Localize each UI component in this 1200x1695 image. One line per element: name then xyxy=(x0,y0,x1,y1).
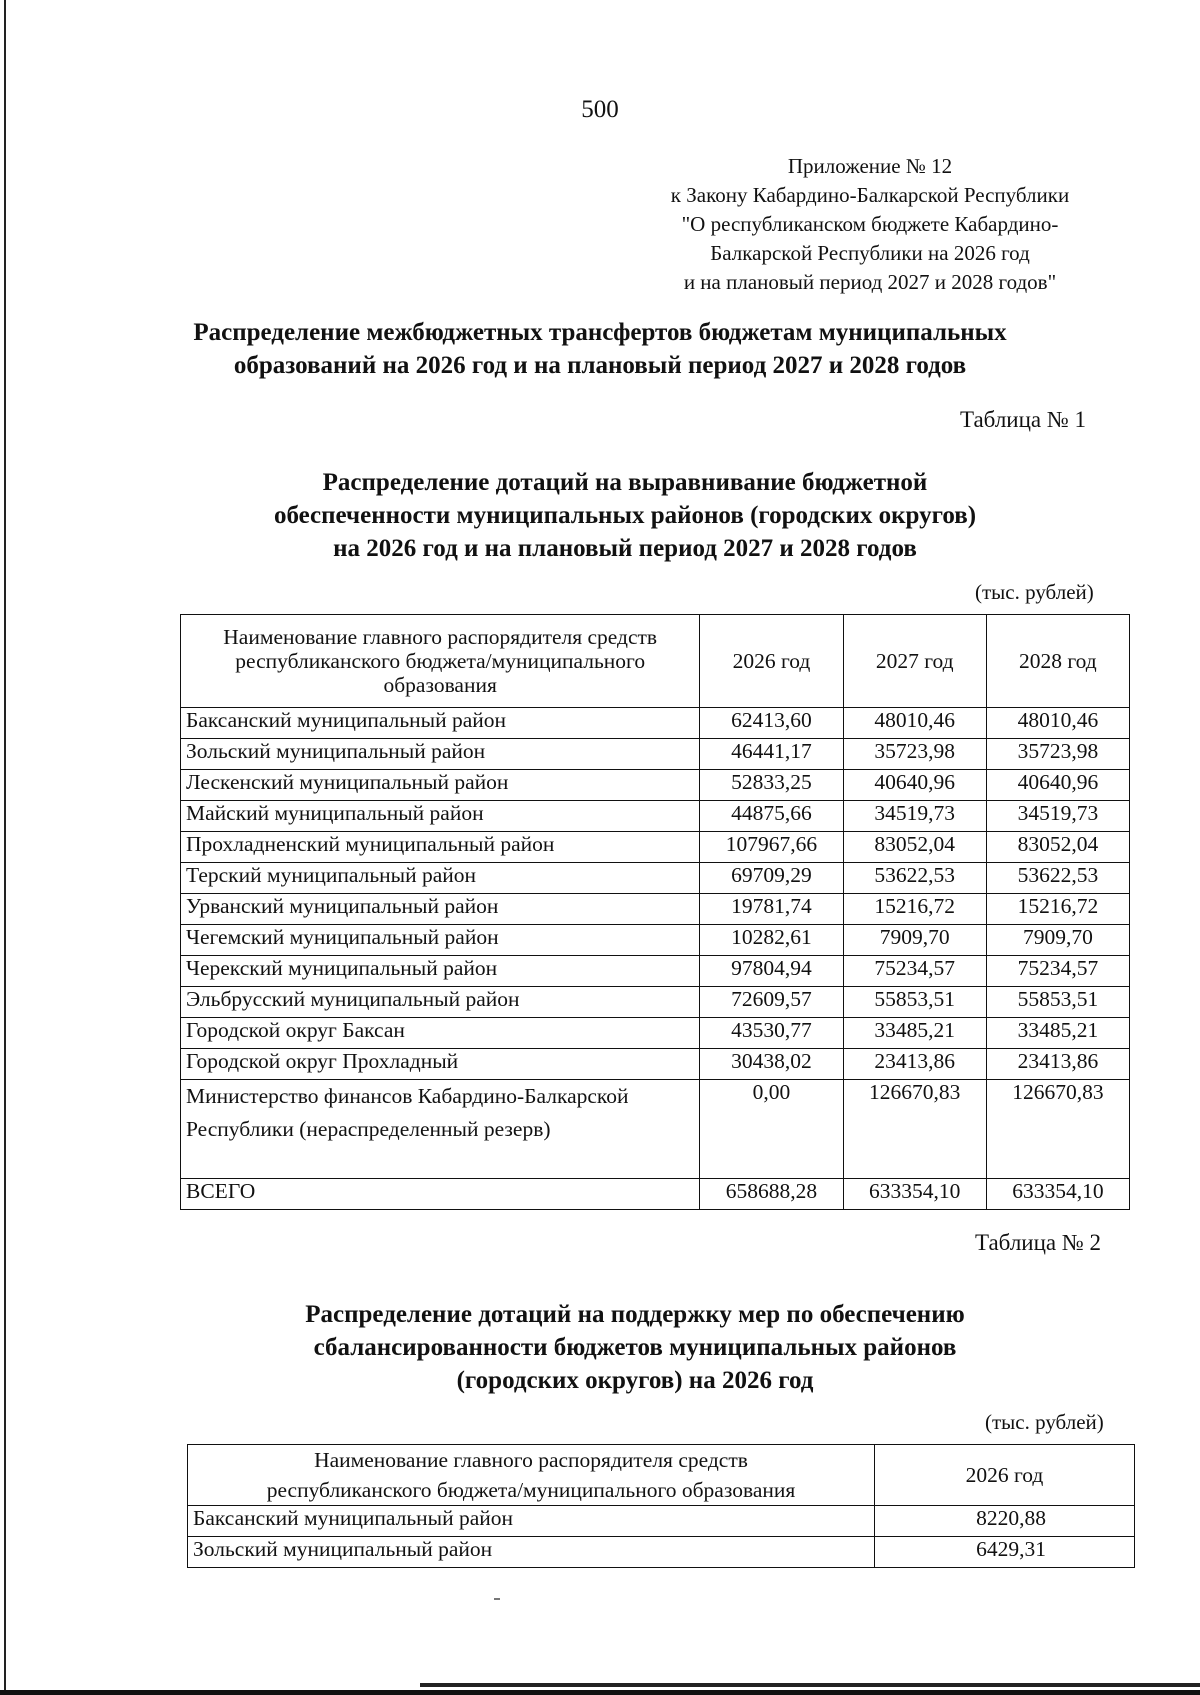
table1-title-line: на 2026 год и на плановый период 2027 и 2028 годов xyxy=(333,535,917,562)
table2-title xyxy=(200,1298,1070,1397)
value-2027: 40640,96 xyxy=(843,770,986,801)
table2-label: Таблица № 2 xyxy=(975,1230,1102,1255)
row-name: Лескенский муниципальный район xyxy=(181,770,700,801)
table1-title-line: обеспеченности муниципальных районов (городских округов) xyxy=(273,502,977,529)
value-2026: 69709,29 xyxy=(700,863,843,894)
row-name: Эльбрусский муниципальный район xyxy=(181,987,700,1018)
table1-header-2028: 2028 год xyxy=(986,615,1129,708)
table1-unit: (тыс. рублей) xyxy=(975,580,1094,604)
table2-header-2026: 2026 год xyxy=(875,1445,1135,1506)
value-2026: 43530,77 xyxy=(700,1018,843,1049)
table1-title-line: Распределение дотаций на выравнивание бюджетной xyxy=(322,469,928,496)
table-row xyxy=(181,708,1130,739)
table1-header-2027: 2027 год xyxy=(843,615,986,708)
value-2027: 7909,70 xyxy=(843,925,986,956)
table-row xyxy=(181,770,1130,801)
table-row xyxy=(181,1049,1130,1080)
value-2028: 34519,73 xyxy=(986,801,1129,832)
table1-header-row xyxy=(181,615,1130,708)
value-2028: 35723,98 xyxy=(986,739,1129,770)
table2-header-name-line: республиканского бюджета/муниципального образования xyxy=(266,1478,796,1502)
row-name: Терский муниципальный район xyxy=(181,863,700,894)
value-2028: 55853,51 xyxy=(986,987,1129,1018)
value-2027: 75234,57 xyxy=(843,956,986,987)
value-2026: 62413,60 xyxy=(700,708,843,739)
row-name: Зольский муниципальный район xyxy=(181,739,700,770)
table2-unit: (тыс. рублей) xyxy=(985,1410,1104,1434)
value-2026: 52833,25 xyxy=(700,770,843,801)
value-2028: 53622,53 xyxy=(986,863,1129,894)
value-2026: 8220,88 xyxy=(875,1506,1135,1537)
row-name: Черекский муниципальный район xyxy=(181,956,700,987)
main-title-line: Распределение межбюджетных трансфертов бюджетам муниципальных xyxy=(193,319,1007,346)
table-row xyxy=(181,863,1130,894)
value-2027: 55853,51 xyxy=(843,987,986,1018)
table-row xyxy=(181,956,1130,987)
value-2026: 6429,31 xyxy=(875,1537,1135,1568)
value-2027: 34519,73 xyxy=(843,801,986,832)
table-row xyxy=(181,1080,1130,1179)
table2-header-name xyxy=(188,1445,875,1506)
scan-bottom-edge xyxy=(420,1683,1200,1687)
value-2026: 72609,57 xyxy=(700,987,843,1018)
appendix-line: Балкарской Республики на 2026 год xyxy=(710,241,1030,265)
table-row xyxy=(181,987,1130,1018)
total-2027: 633354,10 xyxy=(843,1179,986,1210)
row-name: Чегемский муниципальный район xyxy=(181,925,700,956)
page-number: 500 xyxy=(581,96,619,123)
value-2026: 44875,66 xyxy=(700,801,843,832)
value-2028: 15216,72 xyxy=(986,894,1129,925)
value-2028: 40640,96 xyxy=(986,770,1129,801)
table2-title-line: (городских округов) на 2026 год xyxy=(456,1367,814,1394)
table-row xyxy=(181,894,1130,925)
total-2028: 633354,10 xyxy=(986,1179,1129,1210)
appendix-heading xyxy=(610,152,1130,297)
appendix-line: "О республиканском бюджете Кабардино- xyxy=(681,212,1059,236)
table2 xyxy=(187,1444,1135,1568)
row-name: Городской округ Баксан xyxy=(181,1018,700,1049)
value-2028: 48010,46 xyxy=(986,708,1129,739)
table-row xyxy=(181,801,1130,832)
value-2026: 97804,94 xyxy=(700,956,843,987)
value-2027: 23413,86 xyxy=(843,1049,986,1080)
value-2026: 107967,66 xyxy=(700,832,843,863)
row-name: Баксанский муниципальный район xyxy=(181,708,700,739)
value-2028: 83052,04 xyxy=(986,832,1129,863)
row-name: Зольский муниципальный район xyxy=(188,1537,875,1568)
total-label: ВСЕГО xyxy=(181,1179,700,1210)
appendix-line: Приложение № 12 xyxy=(787,154,953,178)
row-name: Прохладненский муниципальный район xyxy=(181,832,700,863)
table2-header-row xyxy=(188,1445,1135,1506)
value-2027: 35723,98 xyxy=(843,739,986,770)
table1-header-2026: 2026 год xyxy=(700,615,843,708)
table-row xyxy=(181,925,1130,956)
value-2028: 7909,70 xyxy=(986,925,1129,956)
value-2027: 126670,83 xyxy=(843,1080,986,1179)
value-2027: 48010,46 xyxy=(843,708,986,739)
table-row xyxy=(188,1537,1135,1568)
total-2026: 658688,28 xyxy=(700,1179,843,1210)
table2-title-line: сбалансированности бюджетов муниципальных районов xyxy=(313,1334,957,1361)
table-row xyxy=(188,1506,1135,1537)
row-name: Городской округ Прохладный xyxy=(181,1049,700,1080)
row-name: Урванский муниципальный район xyxy=(181,894,700,925)
value-2026: 30438,02 xyxy=(700,1049,843,1080)
table1-header-name: Наименование главного распорядителя средств республиканского бюджета/муниципального образования xyxy=(181,615,700,708)
value-2028: 126670,83 xyxy=(986,1080,1129,1179)
table-row xyxy=(181,832,1130,863)
table-row xyxy=(181,739,1130,770)
value-2027: 33485,21 xyxy=(843,1018,986,1049)
value-2027: 83052,04 xyxy=(843,832,986,863)
appendix-line: и на плановый период 2027 и 2028 годов" xyxy=(683,270,1057,294)
value-2028: 23413,86 xyxy=(986,1049,1129,1080)
main-title xyxy=(150,316,1050,382)
value-2028: 33485,21 xyxy=(986,1018,1129,1049)
row-name: Баксанский муниципальный район xyxy=(188,1506,875,1537)
table-row xyxy=(181,1018,1130,1049)
row-name: Майский муниципальный район xyxy=(181,801,700,832)
scan-bottom-border xyxy=(0,1690,1200,1695)
table1-title xyxy=(200,466,1050,565)
scan-left-edge xyxy=(4,0,6,1695)
appendix-line: к Закону Кабардино-Балкарской Республики xyxy=(670,183,1070,207)
value-2026: 0,00 xyxy=(700,1080,843,1179)
table1-label: Таблица № 1 xyxy=(960,407,1087,432)
table2-header-name-line: Наименование главного распорядителя средств xyxy=(314,1448,748,1472)
value-2027: 53622,53 xyxy=(843,863,986,894)
value-2028: 75234,57 xyxy=(986,956,1129,987)
table1 xyxy=(180,614,1130,1210)
table2-title-line: Распределение дотаций на поддержку мер по обеспечению xyxy=(305,1301,965,1328)
value-2027: 15216,72 xyxy=(843,894,986,925)
value-2026: 10282,61 xyxy=(700,925,843,956)
table-total-row xyxy=(181,1179,1130,1210)
scan-speck xyxy=(494,1598,500,1600)
value-2026: 19781,74 xyxy=(700,894,843,925)
value-2026: 46441,17 xyxy=(700,739,843,770)
main-title-line: образований на 2026 год и на плановый период 2027 и 2028 годов xyxy=(233,352,967,379)
row-name: Министерство финансов Кабардино-Балкарской Республики (нераспределенный резерв) xyxy=(181,1080,700,1179)
